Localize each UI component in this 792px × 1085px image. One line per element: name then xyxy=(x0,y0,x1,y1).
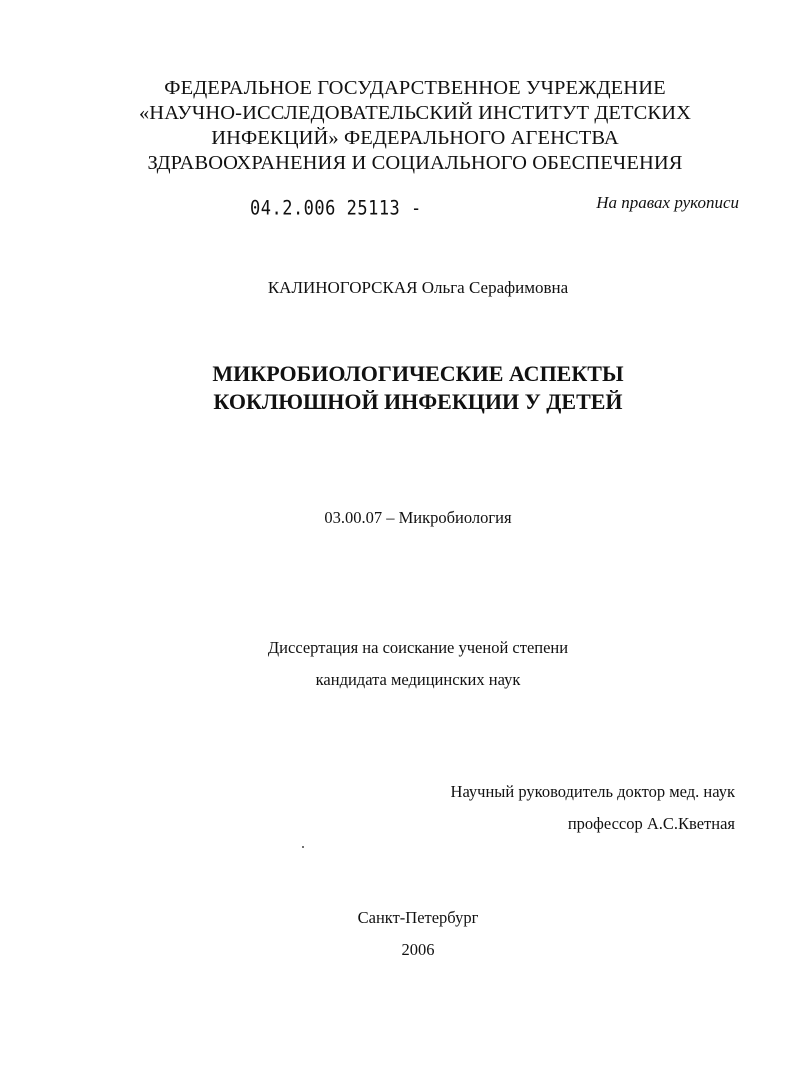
institution-line-3: ИНФЕКЦИЙ» ФЕДЕРАЛЬНОГО АГЕНСТВА xyxy=(211,127,619,149)
library-stamp-number: 04.2.006 25113 - xyxy=(250,197,422,220)
degree-line-1: Диссертация на соискание ученой степени xyxy=(267,638,569,657)
institution-line-4: ЗДРАВООХРАНЕНИЯ И СОЦИАЛЬНОГО ОБЕСПЕЧЕНИЯ xyxy=(147,152,683,174)
title-line-2: КОКЛЮШНОЙ ИНФЕКЦИИ У ДЕТЕЙ xyxy=(213,389,623,414)
place-city: Санкт-Петербург xyxy=(357,908,479,927)
supervisor-block xyxy=(451,776,735,840)
degree-statement xyxy=(0,632,792,696)
scan-speck xyxy=(302,846,304,848)
place-year: 2006 xyxy=(401,940,435,959)
institution-header xyxy=(100,76,730,176)
author-name: КАЛИНОГОРСКАЯ Ольга Серафимовна xyxy=(267,278,569,297)
rights-note: На правах рукописи xyxy=(596,193,739,212)
institution-line-2: «НАУЧНО-ИССЛЕДОВАТЕЛЬСКИЙ ИНСТИТУТ ДЕТСКИХ xyxy=(138,102,692,124)
supervisor-line-2: профессор А.С.Кветная xyxy=(567,814,735,833)
dissertation-title xyxy=(0,360,792,416)
degree-line-2: кандидата медицинских наук xyxy=(315,670,521,689)
supervisor-line-1: Научный руководитель доктор мед. наук xyxy=(450,782,735,801)
institution-line-1: ФЕДЕРАЛЬНОЕ ГОСУДАРСТВЕННОЕ УЧРЕЖДЕНИЕ xyxy=(164,77,666,99)
specialty-code: 03.00.07 – Микробиология xyxy=(324,508,512,527)
place-and-year xyxy=(0,902,792,966)
title-line-1: МИКРОБИОЛОГИЧЕСКИЕ АСПЕКТЫ xyxy=(212,361,624,386)
